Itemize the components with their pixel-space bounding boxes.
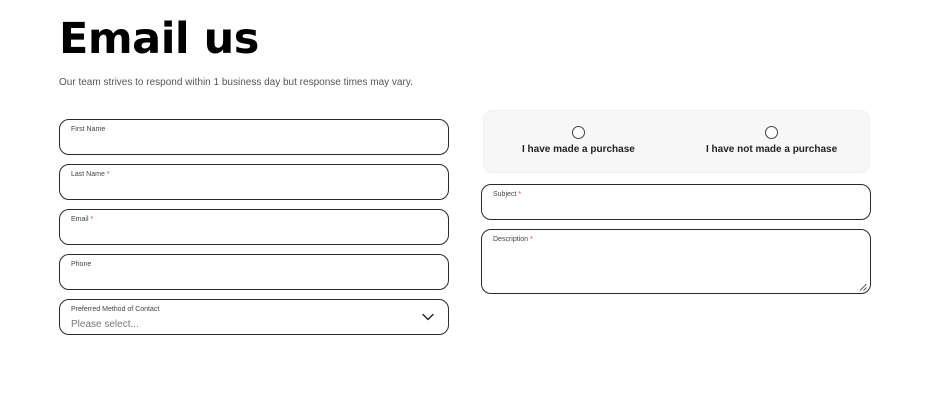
required-asterisk: *: [90, 216, 94, 223]
first-name-label: First Name: [71, 126, 106, 133]
subject-field[interactable]: [481, 184, 871, 220]
required-asterisk: *: [106, 171, 110, 178]
last-name-label: Last Name *: [71, 171, 110, 178]
contact-method-label: Preferred Method of Contact: [71, 306, 160, 313]
subject-label: Subject *: [493, 191, 522, 198]
contact-method-value: Please select...: [71, 319, 139, 330]
contact-method-select[interactable]: [59, 299, 449, 335]
last-name-field[interactable]: [59, 164, 449, 200]
required-asterisk: *: [529, 236, 533, 243]
radio-not-made-purchase[interactable]: [706, 126, 837, 155]
required-asterisk: *: [518, 191, 522, 198]
first-name-field[interactable]: [59, 119, 449, 155]
description-textarea[interactable]: [481, 229, 871, 294]
page-subtitle: Our team strives to respond within 1 business day but response times may vary.: [59, 77, 413, 88]
radio-label-made-purchase: I have made a purchase: [522, 144, 635, 155]
email-field[interactable]: [59, 209, 449, 245]
radio-button-made-purchase[interactable]: [572, 126, 585, 139]
phone-label: Phone: [71, 261, 92, 268]
radio-label-not-made-purchase: I have not made a purchase: [706, 144, 838, 155]
purchase-radio-group: [483, 110, 870, 173]
page-title: Email us: [59, 14, 259, 64]
chevron-down-icon[interactable]: [422, 313, 434, 321]
email-label: Email *: [71, 216, 94, 223]
description-label: Description *: [493, 236, 533, 243]
radio-button-not-made-purchase[interactable]: [765, 126, 778, 139]
resize-handle-icon[interactable]: [859, 283, 867, 291]
radio-made-purchase[interactable]: [522, 126, 635, 155]
phone-field[interactable]: [59, 254, 449, 290]
